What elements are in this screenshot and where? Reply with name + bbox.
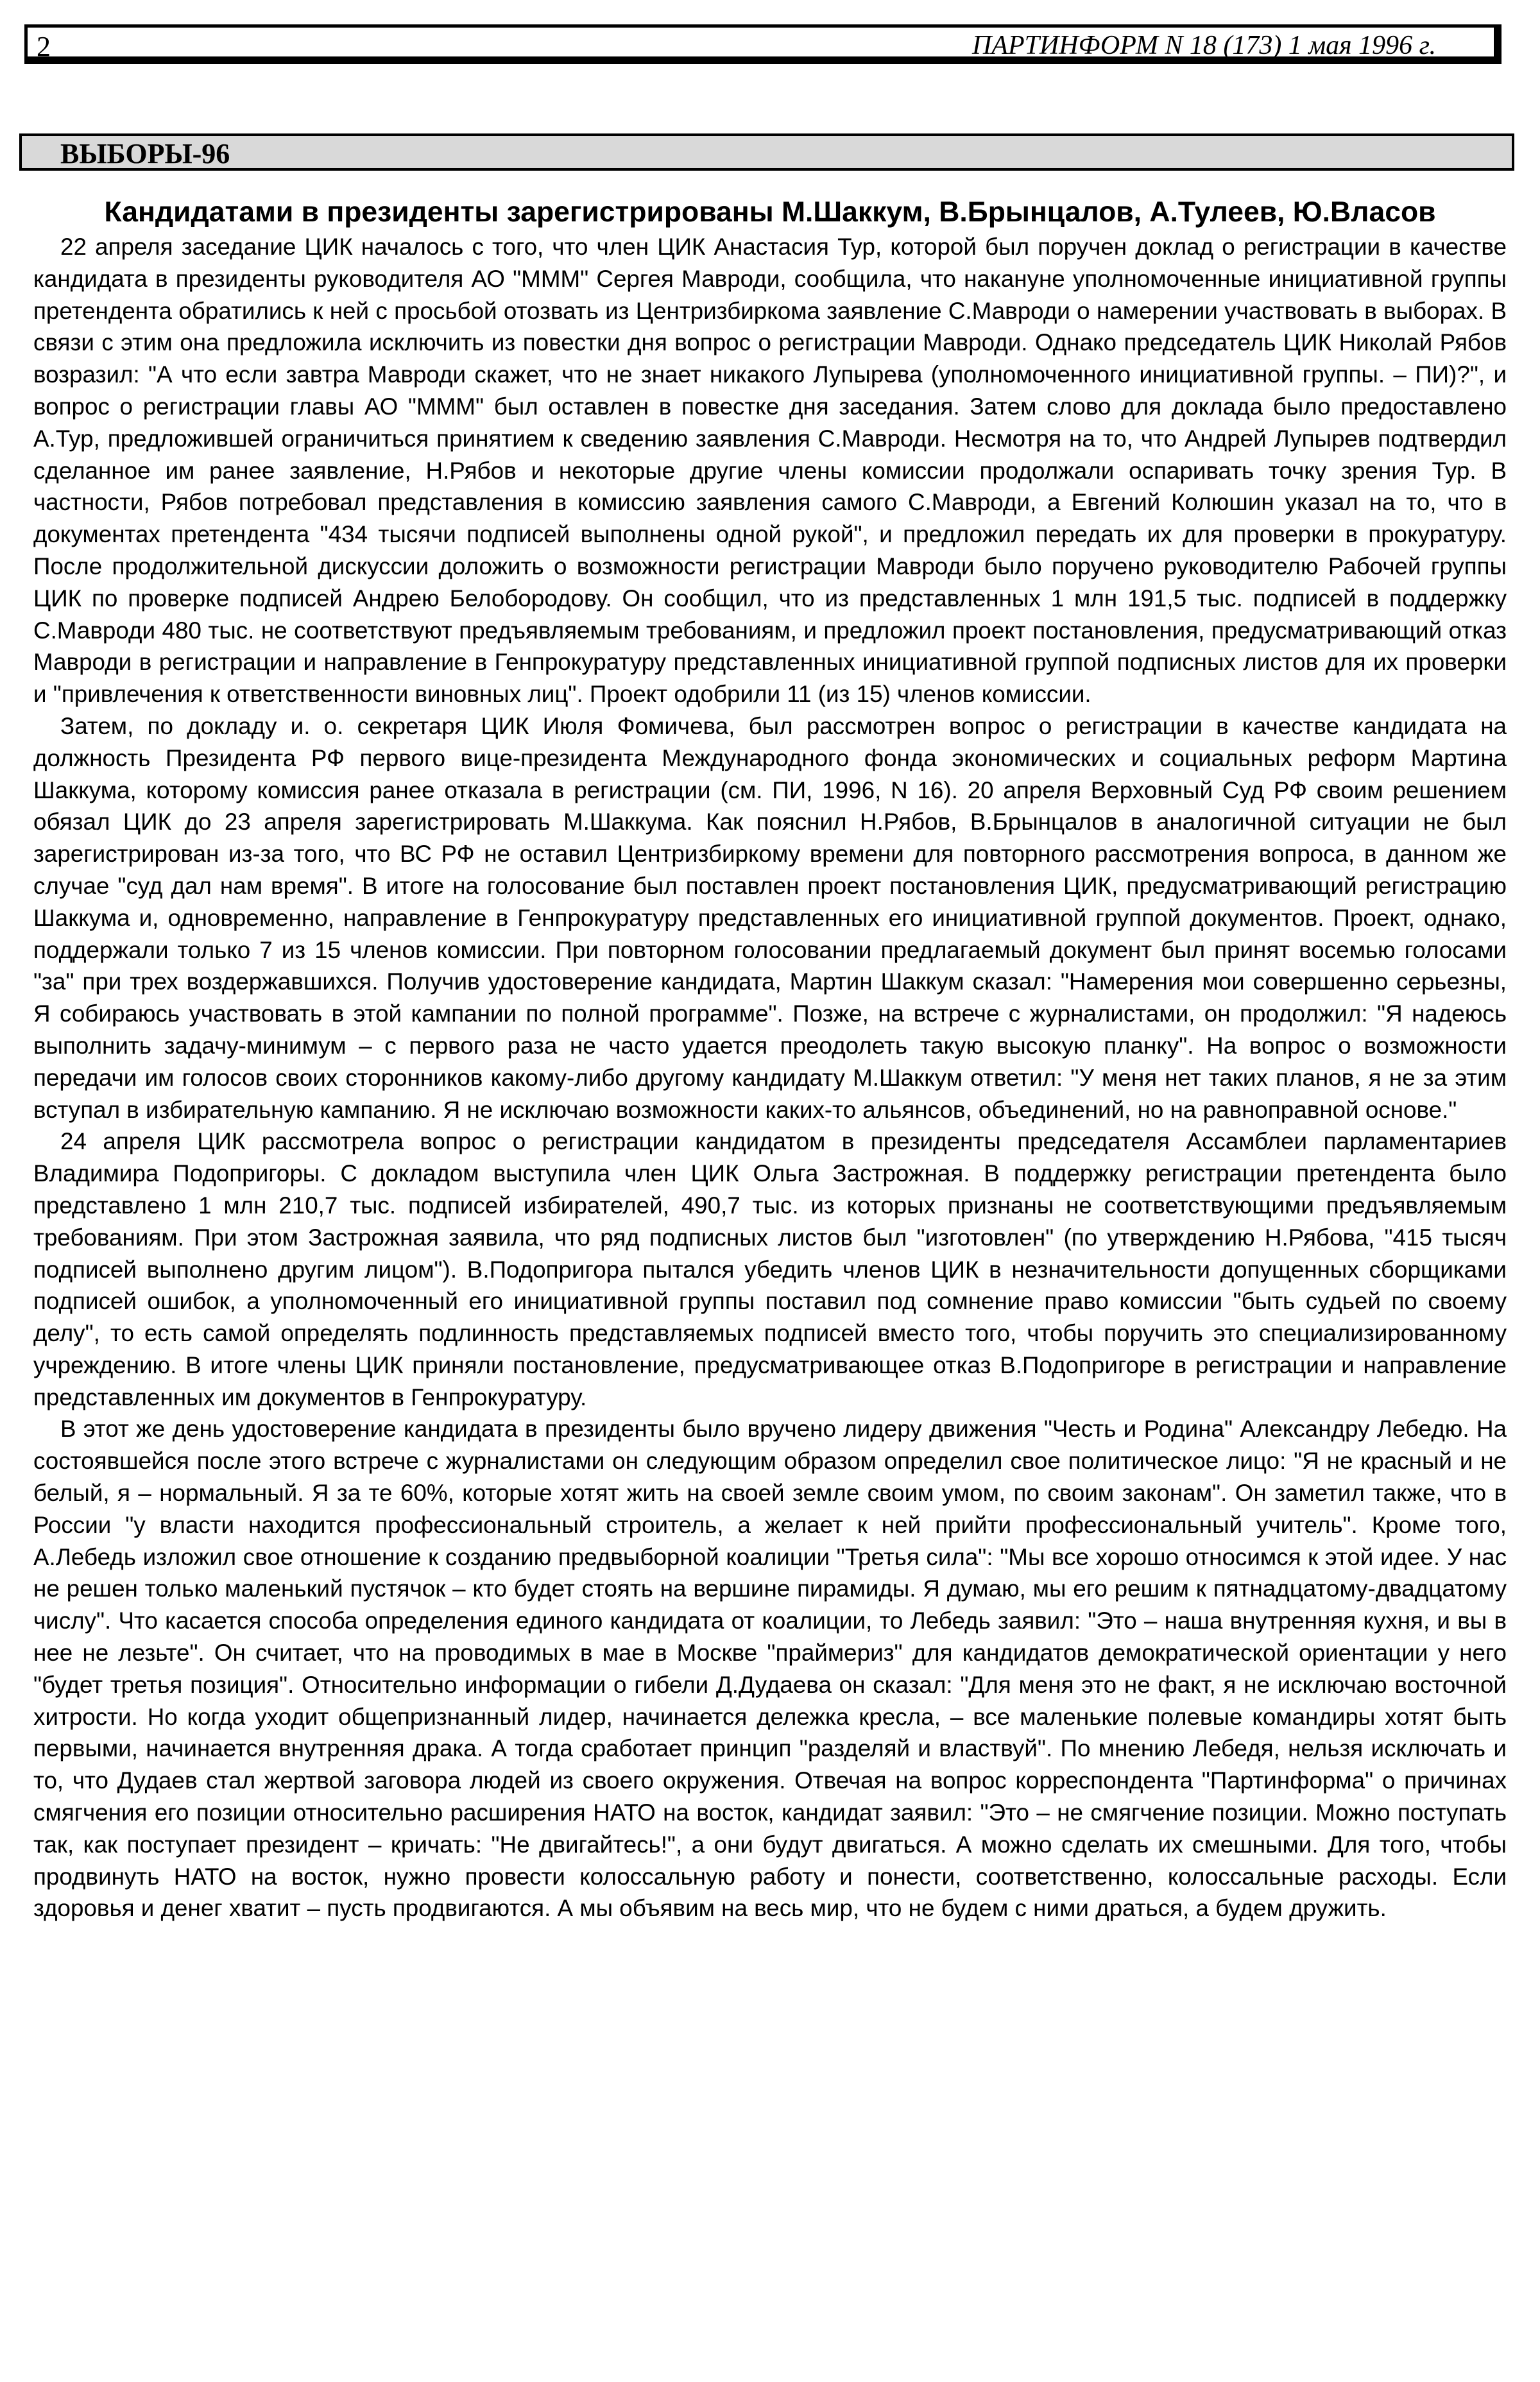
page-number: 2 bbox=[37, 31, 51, 62]
section-bar bbox=[19, 133, 1514, 171]
section-title: ВЫБОРЫ-96 bbox=[60, 138, 230, 169]
running-title: ПАРТИНФОРМ N 18 (173) 1 мая 1996 г. bbox=[971, 31, 1436, 60]
page-header bbox=[24, 24, 1502, 64]
article-paragraph: 22 апреля заседание ЦИК началось с того, что член ЦИК Анастасия Тур, которой был поручен доклад о регистрации в качестве кандидата в президенты руководителя АО "МММ" Сергея Мавроди, сообщила, что накануне уполномоченные инициативной группы претендента обратились к ней с просьбой отозвать из Центризбиркома заявление С.Мавроди о намерении участвовать в выборах. В связи с этим она предложила исключить из повестки дня вопрос о регистрации Мавроди. Однако председатель ЦИК Николай Рябов возразил: "А что если завтра Мавроди скажет, что не знает никакого Лупырева (уполномоченного инициативной группы. – ПИ)?", и вопрос о регистрации главы АО "МММ" был оставлен в повестке дня заседания. Затем слово для доклада было предоставлено А.Тур, предложившей ограничиться принятием к сведению заявления С.Мавроди. Несмотря на то, что Андрей Лупырев подтвердил сделанное им ранее заявление, Н.Рябов и некоторые другие члены комиссии продолжали оспаривать точку зрения Тур. В частности, Рябов потребовал представления в комиссию заявления самого С.Мавроди, а Евгений Колюшин указал на то, что в документах претендента "434 тысячи подписей выполнены одной рукой", и предложил передать их для проверки в прокуратуру. После продолжительной дискуссии доложить о возможности регистрации Мавроди было поручено руководителю Рабочей группы ЦИК по проверке подписей Андрею Белобородову. Он сообщил, что из представленных 1 млн 191,5 тыс. подписей в поддержку С.Мавроди 480 тыс. не соответствуют предъявляемым требованиям, и предложил проект постановления, предусматривающий отказ Мавроди в регистрации и направление в Генпрокуратуру представленных инициативной группой подписных листов для их проверки и "привлечения к ответственности виновных лиц". Проект одобрили 11 (из 15) членов комиссии. bbox=[33, 234, 1507, 708]
article-paragraph: В этот же день удостоверение кандидата в президенты было вручено лидеру движения "Честь и Родина" Александру Лебедю. На состоявшейся после этого встрече с журналистами он следующим образом определил свое политическое лицо: "Я не красный и не белый, я – нормальный. Я за те 60%, которые хотят жить на своей земле своим умом, по своим законам". Он заметил также, что в России "у власти находится профессиональный строитель, а желает к ней прийти профессиональный учитель". Кроме того, А.Лебедь изложил свое отношение к созданию предвыборной коалиции "Третья сила": "Мы все хорошо относимся к этой идее. У нас не решен только маленький пустячок – кто будет стоять на вершине пирамиды. Я думаю, мы его решим к пятнадцатому-двадцатому числу". Что касается способа определения единого кандидата от коалиции, то Лебедь заявил: "Это – наша внутренняя кухня, и вы в нее не лезьте". Он считает, что на проводимых в мае в Москве "праймериз" для кандидатов демократической ориентации у него "будет третья позиция". Относительно информации о гибели Д.Дудаева он сказал: "Для меня это не факт, я не исключаю восточной хитрости. Но когда уходит общепризнанный лидер, начинается дележка кресла, – все маленькие полевые командиры хотят быть первыми, начинается внутренняя драка. А тогда сработает принцип "разделяй и властвуй". По мнению Лебедя, нельзя исключать и то, что Дудаев стал жертвой заговора людей из своего окружения. Отвечая на вопрос корреспондента "Партинформа" о причинах смягчения его позиции относительно расширения НАТО на восток, кандидат заявил: "Это – не смягчение позиции. Можно поступать так, как поступает президент – кричать: "Не двигайтесь!", а они будут двигаться. А можно сделать их смешными. Для того, чтобы продвинуть НАТО на восток, нужно провести колоссальную работу и понести, соответственно, колоссальные расходы. Если здоровья и денег хватит – пусть продвигаются. А мы объявим на весь мир, что не будем с ними драться, а будем дружить. bbox=[33, 1416, 1507, 1922]
article bbox=[33, 194, 1507, 1924]
article-paragraph: 24 апреля ЦИК рассмотрела вопрос о регистрации кандидатом в президенты председателя Ассамблеи парламентариев Владимира Подопригоры. С докладом выступила член ЦИК Ольга Застрожная. В поддержку регистрации претендента было представлено 1 млн 210,7 тыс. подписей избирателей, 490,7 тыс. из которых признаны не соответствующими предъявляемым требованиям. При этом Застрожная заявила, что ряд подписных листов был "изготовлен" (по утверждению Н.Рябова, "415 тысяч подписей выполнено другим лицом"). В.Подопригора пытался убедить членов ЦИК в незначительности допущенных сборщиками подписей ошибок, а уполномоченный его инициативной группы поставил под сомнение право комиссии "быть судьей по своему делу", то есть самой определять подлинность представляемых подписей вместо того, чтобы поручить это специализированному учреждению. В итоге члены ЦИК приняли постановление, предусматривающее отказ В.Подопригоре в регистрации и направление представленных им документов в Генпрокуратуру. bbox=[33, 1128, 1507, 1410]
article-headline: Кандидатами в президенты зарегистрированы М.Шаккум, В.Брынцалов, А.Тулеев, Ю.Власов bbox=[104, 196, 1436, 228]
article-paragraph: Затем, по докладу и. о. секретаря ЦИК Июля Фомичева, был рассмотрен вопрос о регистрации в качестве кандидата на должность Президента РФ первого вице-президента Международного фонда экономических и социальных реформ Мартина Шаккума, которому комиссия ранее отказала в регистрации (см. ПИ, 1996, N 16). 20 апреля Верховный Суд РФ своим решением обязал ЦИК до 23 апреля зарегистрировать М.Шаккума. Как пояснил Н.Рябов, В.Брынцалов в аналогичной ситуации не был зарегистрирован из-за того, что ВС РФ не оставил Центризбиркому времени для повторного рассмотрения вопроса, в данном же случае "суд дал нам время". В итоге на голосование был поставлен проект постановления ЦИК, предусматривающий регистрацию Шаккума и, одновременно, направление в Генпрокуратуру представленных его инициативной группой документов. Проект, однако, поддержали только 7 из 15 членов комиссии. При повторном голосовании предлагаемый документ был принят восемью голосами "за" при трех воздержавшихся. Получив удостоверение кандидата, Мартин Шаккум сказал: "Намерения мои совершенно серьезны, Я собираюсь участвовать в этой кампании по полной программе". Позже, на встрече с журналистами, он продолжил: "Я надеюсь выполнить задачу-минимум – с первого раза не часто удается преодолеть такую высокую планку". На вопрос о возможности передачи им голосов своих сторонников какому-либо другому кандидату М.Шаккум ответил: "У меня нет таких планов, я не за этим вступал в избирательную кампанию. Я не исключаю возможности каких-то альянсов, объединений, но на равноправной основе." bbox=[33, 712, 1507, 1123]
